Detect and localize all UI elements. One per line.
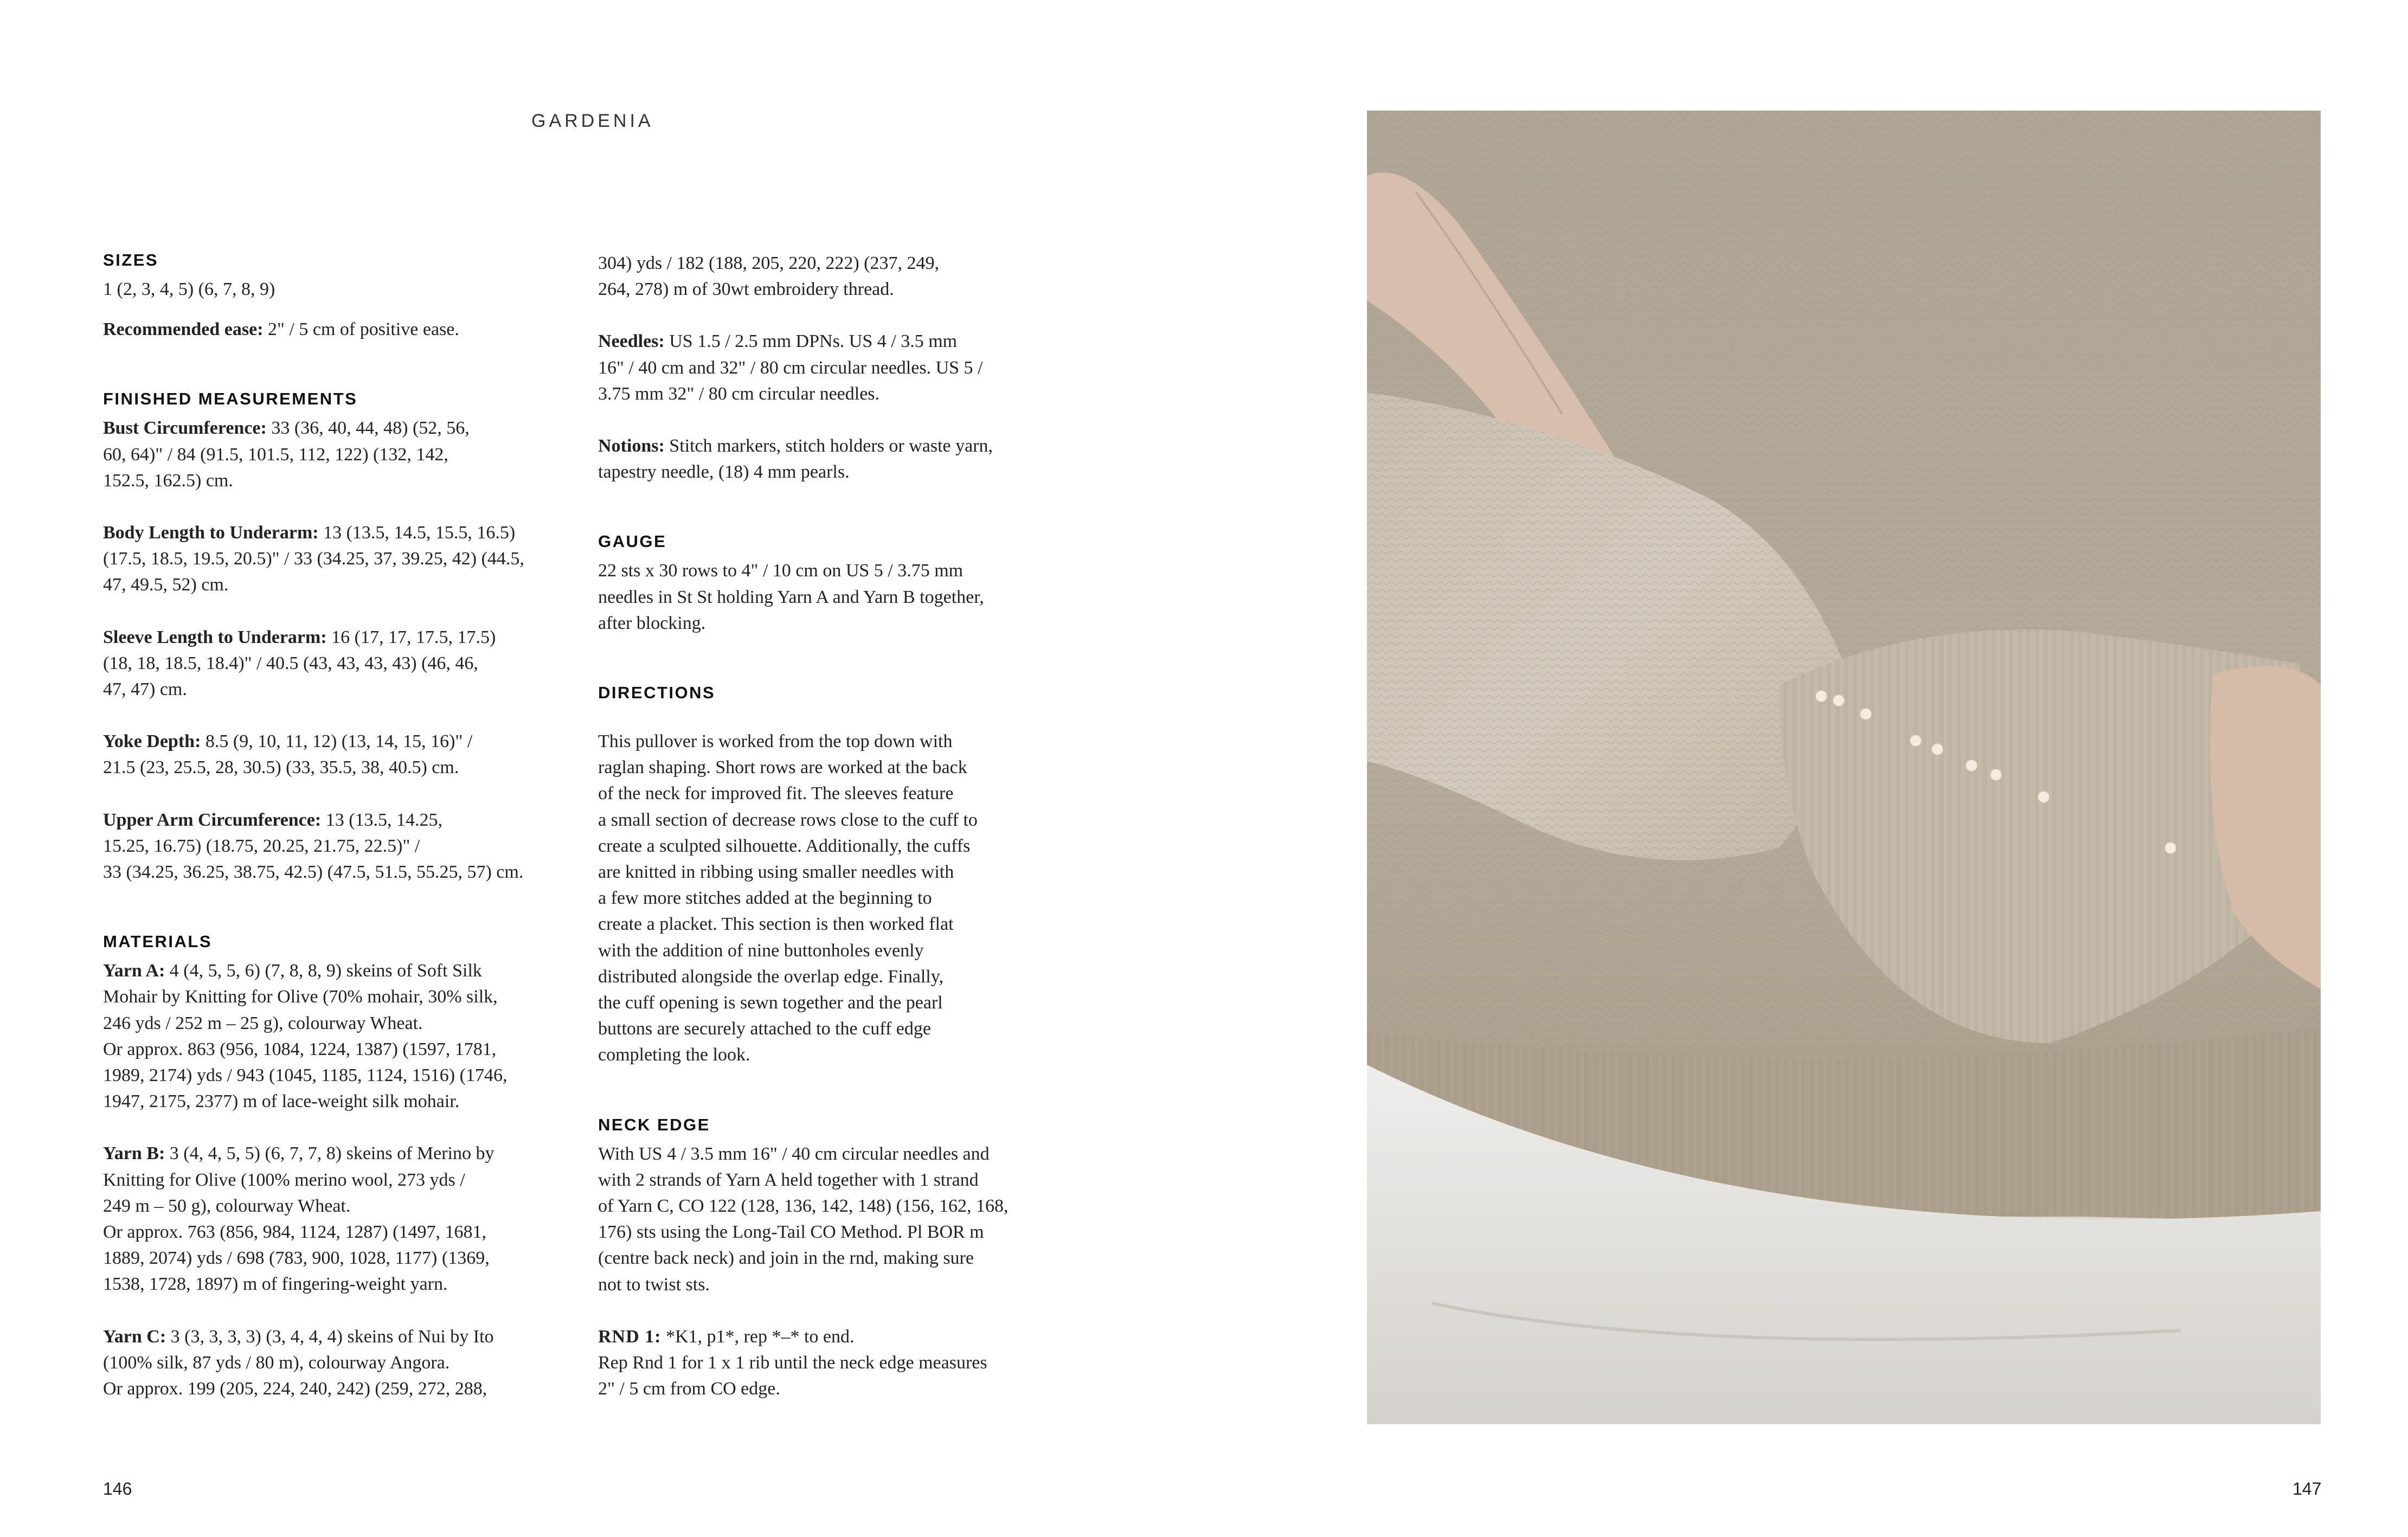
gauge-line-1: 22 sts x 30 rows to 4" / 10 cm on US 5 / 3.75 mm <box>598 561 964 581</box>
needles-text-1: US 1.5 / 2.5 mm DPNs. US 4 / 3.5 mm <box>664 331 958 352</box>
pearl-button <box>1931 743 1943 755</box>
ease-text: 2" / 5 cm of positive ease. <box>263 319 459 340</box>
sweater-photo <box>1367 111 2321 1424</box>
directions-line: create a placket. This section is then worked flat <box>598 914 954 935</box>
yoke-depth-line-1 <box>103 729 569 755</box>
yarn-b-text-1: 3 (4, 4, 5, 5) (6, 7, 7, 8) skeins of Merino by <box>165 1143 495 1164</box>
rnd-1-text: *K1, p1*, rep *–* to end. <box>661 1326 855 1347</box>
sleeve-length-label: Sleeve Length to Underarm: <box>103 627 327 647</box>
yarn-c-line-3: Or approx. 199 (205, 224, 240, 242) (259, 272, 288, <box>103 1379 487 1399</box>
directions-heading: DIRECTIONS <box>598 683 716 703</box>
pearl-button <box>1833 694 1845 706</box>
neck-edge-line: With US 4 / 3.5 mm 16" / 40 cm circular needles and <box>598 1143 990 1164</box>
yarn-b-line-6: 1538, 1728, 1897) m of fingering-weight yarn. <box>103 1274 448 1295</box>
directions-line: the cuff opening is sewn together and the pearl <box>598 993 943 1013</box>
body-length-line-2: (17.5, 18.5, 19.5, 20.5)" / 33 (34.25, 37, 39.25, 42) (44.5, <box>103 549 524 569</box>
yarn-b-line-1 <box>103 1141 569 1167</box>
pearl-button <box>1815 690 1827 702</box>
sleeve-length-line-2: (18, 18, 18.5, 18.4)" / 40.5 (43, 43, 43, 43) (46, 46, <box>103 653 478 673</box>
rnd-1-label: RND 1: <box>598 1326 662 1347</box>
notions-label: Notions: <box>598 436 665 456</box>
yarn-b-label: Yarn B: <box>103 1143 165 1164</box>
neck-edge-line: not to twist sts. <box>598 1274 710 1295</box>
rnd-1-line <box>598 1324 1070 1350</box>
upper-arm-line-2: 15.25, 16.75) (18.75, 20.25, 21.75, 22.5)" / <box>103 835 420 856</box>
yarn-b-line-4: Or approx. 763 (856, 984, 1124, 1287) (1497, 1681, <box>103 1222 486 1243</box>
pearl-button <box>2038 791 2050 803</box>
directions-line: of the neck for improved fit. The sleeves feature <box>598 783 954 804</box>
directions-line: are knitted in ribbing using smaller needles with <box>598 862 954 883</box>
yoke-depth-line-2: 21.5 (23, 25.5, 28, 30.5) (33, 35.5, 38, 40.5) cm. <box>103 757 459 778</box>
directions-line: distributed alongside the overlap edge. Finally, <box>598 966 944 987</box>
directions-line: a few more stitches added at the beginning to <box>598 888 932 909</box>
neck-edge-line: with 2 strands of Yarn A held together with 1 strand <box>598 1169 979 1190</box>
notions-line-2: tapestry needle, (18) 4 mm pearls. <box>598 462 850 483</box>
bust-line-3: 152.5, 162.5) cm. <box>103 470 233 491</box>
rep-line-2: 2" / 5 cm from CO edge. <box>598 1379 780 1399</box>
page-number-right: 147 <box>2293 1479 2322 1499</box>
running-head: GARDENIA <box>531 111 654 131</box>
yarn-c-line-1 <box>103 1324 569 1350</box>
pearl-button <box>1990 769 2002 781</box>
needles-line-2: 16" / 40 cm and 32" / 80 cm circular needles. US 5 / <box>598 357 983 378</box>
needles-label: Needles: <box>598 331 665 352</box>
needles-line-3: 3.75 mm 32" / 80 cm circular needles. <box>598 383 880 404</box>
yarn-c-label: Yarn C: <box>103 1326 166 1347</box>
yarn-a-text-1: 4 (4, 5, 5, 6) (7, 8, 8, 9) skeins of Soft Silk <box>165 961 482 981</box>
yarn-c-cont-line-1: 304) yds / 182 (188, 205, 220, 222) (237, 249, <box>598 253 939 273</box>
upper-arm-label: Upper Arm Circumference: <box>103 809 322 830</box>
sizes-heading: SIZES <box>103 250 159 269</box>
neck-edge-line: (centre back neck) and join in the rnd, making sure <box>598 1248 974 1269</box>
notions-text-1: Stitch markers, stitch holders or waste yarn, <box>664 436 993 456</box>
page-number-left: 146 <box>103 1479 132 1499</box>
sizes-value: 1 (2, 3, 4, 5) (6, 7, 8, 9) <box>103 279 275 299</box>
bust-text-1: 33 (36, 40, 44, 48) (52, 56, <box>266 418 470 439</box>
body-length-line-1 <box>103 520 569 546</box>
upper-arm-line-1 <box>103 807 569 833</box>
yarn-c-cont-line-2: 264, 278) m of 30wt embroidery thread. <box>598 279 894 300</box>
yoke-depth-text-1: 8.5 (9, 10, 11, 12) (13, 14, 15, 16)" / <box>201 731 473 752</box>
directions-line: raglan shaping. Short rows are worked at the back <box>598 757 967 778</box>
directions-line: completing the look. <box>598 1045 750 1065</box>
yarn-a-label: Yarn A: <box>103 961 165 981</box>
neck-edge-line: 176) sts using the Long-Tail CO Method. Pl BOR m <box>598 1222 984 1243</box>
left-column <box>103 247 569 1402</box>
sleeve-length-line-1 <box>103 625 569 651</box>
yarn-a-line-3: 246 yds / 252 m – 25 g), colourway Wheat. <box>103 1013 423 1033</box>
yarn-a-line-4: Or approx. 863 (956, 1084, 1224, 1387) (1597, 1781, <box>103 1039 497 1059</box>
notions-line-1 <box>598 433 1070 459</box>
needles-line-1 <box>598 329 1070 355</box>
bust-label: Bust Circumference: <box>103 418 267 439</box>
materials-heading: MATERIALS <box>103 932 213 951</box>
bust-line-1 <box>103 415 569 441</box>
neck-edge-line: of Yarn C, CO 122 (128, 136, 142, 148) (156, 162, 168, <box>598 1196 1009 1217</box>
sleeve-length-line-3: 47, 47) cm. <box>103 679 187 700</box>
middle-column <box>598 250 1070 1403</box>
yarn-a-line-5: 1989, 2174) yds / 943 (1045, 1185, 1124, 1516) (1746, <box>103 1065 508 1086</box>
yarn-c-text-1: 3 (3, 3, 3, 3) (3, 4, 4, 4) skeins of Nui by Ito <box>166 1326 494 1347</box>
ease-line <box>103 317 569 343</box>
directions-line: create a sculpted silhouette. Additionally, the cuffs <box>598 835 971 856</box>
sleeve-length-text-1: 16 (17, 17, 17.5, 17.5) <box>326 627 496 647</box>
pearl-button <box>1860 708 1872 720</box>
yarn-a-line-2: Mohair by Knitting for Olive (70% mohair, 30% silk, <box>103 987 498 1007</box>
sweater-photo-illustration <box>1367 111 2321 1424</box>
yarn-b-line-2: Knitting for Olive (100% merino wool, 273 yds / <box>103 1169 465 1190</box>
directions-line: with the addition of nine buttonholes evenly <box>598 940 924 961</box>
rep-line-1: Rep Rnd 1 for 1 x 1 rib until the neck edge measures <box>598 1353 987 1373</box>
gauge-heading: GAUGE <box>598 532 667 551</box>
pearl-button <box>1966 760 1977 771</box>
directions-line: buttons are securely attached to the cuff edge <box>598 1019 931 1039</box>
neck-edge-heading: NECK EDGE <box>598 1115 710 1134</box>
directions-line: This pullover is worked from the top down with <box>598 731 953 752</box>
pearl-button <box>1910 735 1922 747</box>
upper-arm-text-1: 13 (13.5, 14.25, <box>321 809 443 830</box>
yarn-c-line-2: (100% silk, 87 yds / 80 m), colourway Angora. <box>103 1352 450 1373</box>
yoke-depth-label: Yoke Depth: <box>103 731 201 752</box>
body-length-line-3: 47, 49.5, 52) cm. <box>103 575 229 595</box>
yarn-b-line-3: 249 m – 50 g), colourway Wheat. <box>103 1195 351 1216</box>
body-length-label: Body Length to Underarm: <box>103 523 319 543</box>
yarn-a-line-1 <box>103 958 569 984</box>
upper-arm-line-3: 33 (34.25, 36.25, 38.75, 42.5) (47.5, 51.5, 55.25, 57) cm. <box>103 862 524 883</box>
gauge-line-2: needles in St St holding Yarn A and Yarn B together, <box>598 587 984 607</box>
pearl-button <box>2165 842 2176 854</box>
ease-label: Recommended ease: <box>103 319 264 340</box>
gauge-line-3: after blocking. <box>598 613 706 633</box>
directions-line: a small section of decrease rows close to the cuff to <box>598 809 978 830</box>
finished-measurements-heading: FINISHED MEASUREMENTS <box>103 389 358 409</box>
bust-line-2: 60, 64)" / 84 (91.5, 101.5, 112, 122) (132, 142, <box>103 444 448 465</box>
yarn-b-line-5: 1889, 2074) yds / 698 (783, 900, 1028, 1177) (1369, <box>103 1248 490 1269</box>
body-length-text-1: 13 (13.5, 14.5, 15.5, 16.5) <box>318 523 516 543</box>
yarn-a-line-6: 1947, 2175, 2377) m of lace-weight silk mohair. <box>103 1091 460 1112</box>
